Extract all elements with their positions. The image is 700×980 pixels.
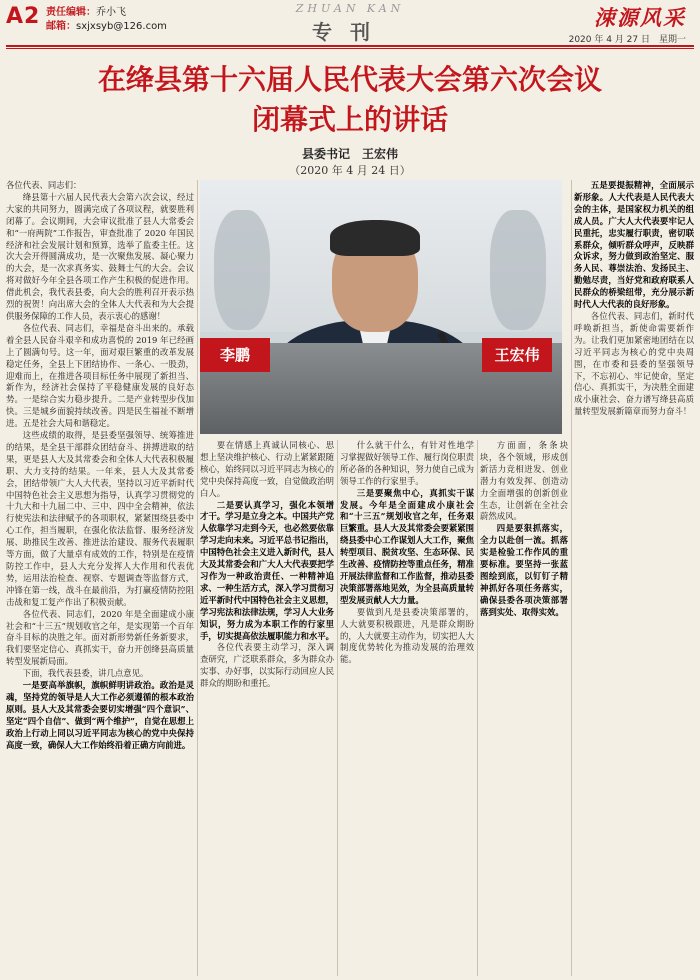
editor-name: 乔小飞	[96, 7, 126, 18]
article-column-5	[574, 180, 694, 976]
byline: 县委书记 王宏伟	[301, 147, 398, 161]
headline-line-2: 闭幕式上的讲话	[251, 103, 448, 136]
masthead	[0, 0, 700, 52]
photo-speaker-hair	[330, 220, 420, 256]
section-heading: 二是要认真学习，强化本领增才干。学习是立身之本。中国共产党人依靠学习走到今天，也必然要依靠学习走向未来。习近平总书记指出，中国特色社会主义进入新时代，县人大及其常委会和广大人大代表要把学习作为一种政治责任、一种精神追求、一种生活方式，深入学习贯彻习近平新时代中国特色社会主义思想，学习宪法和法律法规，学习人大业务知识，努力成为本职工作的行家里手，切实提高依法履职能力和水平。	[200, 499, 334, 641]
email-address: sxjxsyb@126.com	[76, 21, 167, 32]
paragraph: 绛县第十六届人民代表大会第六次会议，经过大家的共同努力，圆满完成了各项议程，就要胜利闭幕了。会议期间，大会审议批准了县人大常委会和“一府两院”工作报告，审查批准了 2020 年国民经济和社会发展计划和预算，选举了监委主任。这次大会开得圆满成功，是一次聚焦发展、凝心聚力的大会，是一次求真务实、鼓舞士气的大会。会议将对做好今年全县各项工作产生积极的促进作用。借此机会，我代表县委，向大会的胜利召开表示热烈的祝贺！向出席大会的全体人大代表和为大会提供服务保障的工作人员，表示衷心的感谢！	[6, 191, 194, 321]
headline-line-1: 在绛县第十六届人民代表大会第六次会议	[97, 63, 602, 96]
paragraph: 各位代表、同志们，新时代呼唤新担当，新使命需要新作为。让我们更加紧密地团结在以习近平同志为核心的党中央周围，在市委和县委的坚强领导下，不忘初心、牢记使命，坚定信心、真抓实干，为决胜全面建成小康社会、奋力谱写绛县高质量转型发展新篇章而努力奋斗！	[574, 310, 694, 417]
issue-date: 2020 年 4 月 27 日 星期一	[568, 35, 686, 45]
masthead-rule-thin	[6, 48, 694, 49]
photo-bystander	[490, 210, 546, 330]
paragraph: 各位代表要主动学习，深入调查研究，广泛联系群众，多为群众办实事、办好事，以实际行动回应人民群众的期盼和重托。	[200, 642, 334, 689]
paragraph: 各位代表、同志们，幸福是奋斗出来的。承载着全县人民奋斗艰辛和成功喜悦的 2019 年已经画上了圆满句号。这一年，面对艰巨繁重的改革发展稳定任务，全县上下团结协作、一条心、一股劲，迎难而上，在推进各项目标任务中展现了新担当、新作为，经济社会保持了平稳健康发展的良好态势。一是综合实力稳步提升。二是产业转型步伐加快。三是城乡面貌持续改善。四是民生福祉不断增进。五是社会大局和谐稳定。	[6, 322, 194, 429]
paragraph: 方面面，条条块块，各个领域，形成创新活力竞相迸发、创业潜力有效发挥、创造动力全面增强的创新创业生态，让创新在全社会蔚然成风。	[480, 440, 568, 522]
section-heading: 五是要提振精神，全面展示新形象。人大代表是人民代表大会的主体，是国家权力机关的组成人员。广大人大代表要牢记人民重托，忠实履行职责，密切联系群众，倾听群众呼声，反映群众诉求，努力做到政治坚定、服务人民、尊崇法治、发扬民主、勤勉尽责，当好党和政府联系人民群众的桥梁纽带，充分展示新时代人大代表的良好形象。	[574, 180, 694, 310]
article-column-1	[6, 180, 194, 976]
headline	[0, 60, 700, 140]
paragraph: 下面，我代表县委，讲几点意见。	[22, 668, 149, 679]
section-latin: ZHUAN KAN	[295, 2, 405, 15]
section-heading: 一是要高举旗帜，旗帜鲜明讲政治。政治是灵魂，坚持党的领导是人大工作必须遵循的根本政治原则。县人大及其常委会要切实增强“四个意识”、坚定“四个自信”、做到“两个维护”，自觉在思想上政治上行动上同以习近平同志为核心的党中央保持高度一致，确保人大工作始终沿着正确方向前进。	[6, 680, 194, 750]
name-plate-right: 王宏伟	[482, 338, 552, 372]
article-column-3	[340, 440, 474, 976]
paragraph: 要做到凡是县委决策部署的，人大就要积极跟进，凡是群众期盼的，人大就要主动作为，切实把人大制度优势转化为推动发展的治理效能。	[340, 606, 474, 665]
name-plate-left: 李鹏	[200, 338, 270, 372]
column-divider	[571, 180, 572, 976]
paragraph: 这些成绩的取得，是县委坚强领导、统筹推进的结果，是全县干部群众团结奋斗、拼搏进取的结果，更是县人大及其常委会和全体人大代表积极履职、大力支持的结果。一年来，县人大及其常委会，团结带领广大人大代表，坚持以习近平新时代中国特色社会主义思想为指导，认真学习贯彻党的十九大和十九届二中、三中、四中全会精神，依法行使宪法和法律赋予的各项职权，紧紧围绕县委中心工作，担当履职，在强化依法监督、服务经济发展、助推民生改善、推进法治建设、服务代表履职等方面，做了大量卓有成效的工作，特别是在疫情防控工作中，县人大充分发挥人大作用和代表优势，运用法治检查、视察、专题调查等监督方式，冲锋在第一线，战斗在最前沿，为打赢疫情防控阻击战和复工复产作出了积极贡献。	[6, 430, 194, 607]
masthead-rule	[6, 45, 694, 47]
email-label: 邮箱：	[46, 21, 76, 32]
paragraph: 各位代表、同志们：	[6, 180, 82, 190]
brand-logo: 涑源风采	[594, 5, 686, 30]
dateline: （2020 年 4 月 24 日）	[289, 164, 411, 177]
paragraph: 要在情感上真诚认同核心、思想上坚决维护核心、行动上紧紧跟随核心，始终同以习近平同志为核心的党中央保持高度一致，自觉做政治明白人。	[200, 440, 334, 498]
column-divider	[337, 440, 338, 976]
editor-label: 责任编辑：	[46, 7, 96, 18]
column-divider	[197, 180, 198, 976]
article-column-4	[480, 440, 568, 976]
section-heading: 三是要聚焦中心，真抓实干谋发展。今年是全面建成小康社会和“十三五”规划收官之年，任务艰巨繁重。县人大及其常委会要紧紧围绕县委中心工作谋划人大工作，聚焦转型项目、脱贫攻坚、生态环保、民生改善、疫情防控等重点任务，精准开展法律监督和工作监督，推动县委决策部署落地见效，为全县高质量转型发展贡献人大力量。	[340, 487, 474, 605]
photo-bystander	[214, 210, 270, 330]
paragraph: 各位代表、同志们，2020 年是全面建成小康社会和“十三五”规划收官之年，是实现第一个百年奋斗目标的决胜之年。面对新形势新任务新要求，我们要坚定信心、真抓实干，奋力开创绛县高质量转型发展新局面。	[6, 608, 194, 667]
page-number: A2	[6, 4, 41, 29]
section-title: 专刊	[312, 20, 388, 44]
speaker-photo	[200, 180, 562, 434]
article-column-2	[200, 440, 334, 976]
section-heading: 四是要狠抓落实，全力以赴创一流。抓落实是检验工作作风的重要标准。要坚持一张蓝图绘到底，以钉钉子精神抓好各项任务落实，确保县委各项决策部署落到实处、取得实效。	[480, 523, 568, 617]
paragraph: 什么就干什么，有针对性地学习掌握做好领导工作、履行岗位职责所必备的各种知识，努力使自己成为领导工作的行家里手。	[340, 440, 474, 486]
column-divider	[477, 440, 478, 976]
